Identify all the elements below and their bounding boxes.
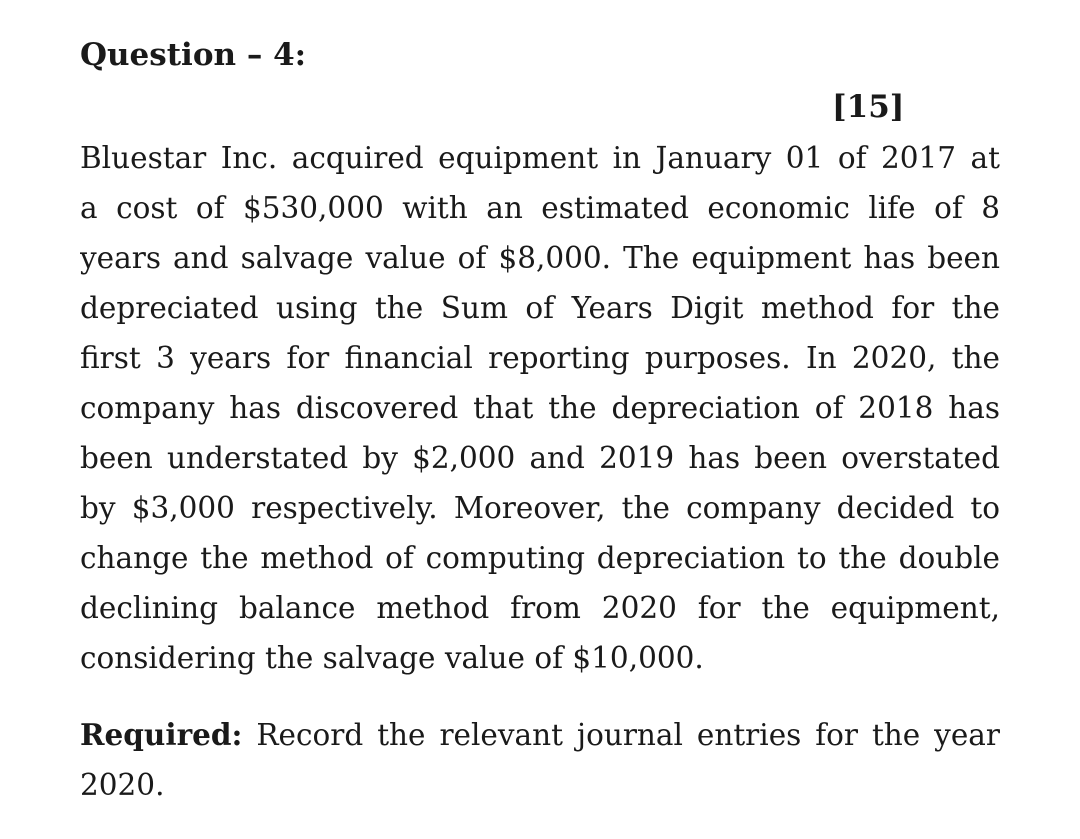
paragraph-line: change the method of computing depreciation to the double xyxy=(80,541,1000,575)
required-text: Record the relevant journal entries for the year xyxy=(256,718,1000,752)
question-marks: [15] xyxy=(832,89,905,125)
paragraph-line: by $3,000 respectively. Moreover, the company decided to xyxy=(80,491,1000,525)
paragraph-line: first 3 years for financial reporting purposes. In 2020, the xyxy=(80,341,1000,375)
question-heading: Question – 4: xyxy=(80,37,307,73)
paragraph-line: been understated by $2,000 and 2019 has been overstated xyxy=(80,441,1000,475)
paragraph-line: considering the salvage value of $10,000. xyxy=(80,641,704,675)
paragraph-line: Bluestar Inc. acquired equipment in January 01 of 2017 at xyxy=(80,141,1000,175)
paragraph-line: depreciated using the Sum of Years Digit method for the xyxy=(80,291,1000,325)
paragraph-line: company has discovered that the depreciation of 2018 has xyxy=(80,391,1000,425)
required-label: Required: xyxy=(80,717,243,752)
required-line xyxy=(80,710,1000,760)
paragraph-line: a cost of $530,000 with an estimated economic life of 8 xyxy=(80,191,1000,225)
required-section xyxy=(80,710,1000,810)
paragraph-line: declining balance method from 2020 for the equipment, xyxy=(80,591,1000,625)
required-line-2: 2020. xyxy=(80,768,165,802)
paragraph-line: years and salvage value of $8,000. The equipment has been xyxy=(80,241,1000,275)
question-paragraph xyxy=(80,133,1000,683)
